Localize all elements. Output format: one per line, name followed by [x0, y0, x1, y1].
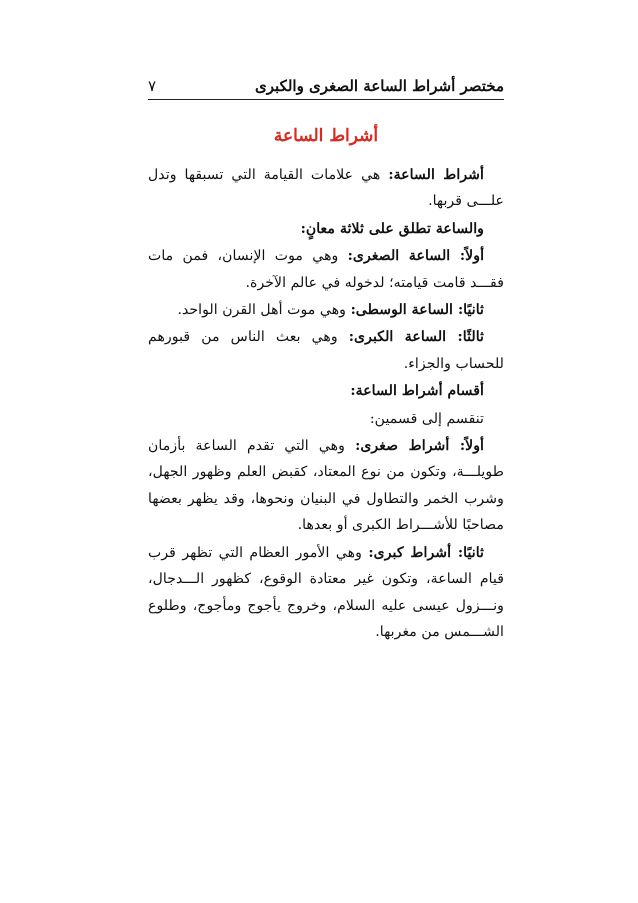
running-title: مختصر أشراط الساعة الصغرى والكبرى — [255, 77, 504, 95]
definition-paragraph — [148, 162, 504, 215]
definition-term: أشراط الساعة: — [388, 167, 484, 183]
chapter-title: أشراط الساعة — [273, 126, 379, 146]
first-meaning-text: وهي موت الإنسان، فمن مات فقـــد قامت قيامته؛ لدخوله في عالم الآخرة. — [148, 248, 504, 291]
minor-signs-term: أولاً: أشراط صغرى: — [355, 438, 485, 455]
second-meaning-text: وهي موت أهل القرن الواحد. — [177, 302, 351, 319]
third-meaning-text: وهي بعث الناس من قبورهم للحساب والجزاء. — [148, 329, 504, 372]
header-rule — [148, 99, 504, 100]
second-meaning-term: ثانيًا: الساعة الوسطى: — [350, 302, 484, 319]
first-meaning-paragraph — [148, 243, 504, 296]
major-signs-text: وهي الأمور العظام التي تظهر قرب قيام الساعة، وتكون غير معتادة الوقوع، كظهور الـــدجال، ونـــزول عيسى عليه السلام، وخروج يأجوج ومأجوج، وطلوع الشـــمس من مغربها. — [148, 544, 504, 640]
divisions-heading: أقسام أشراط الساعة: — [350, 383, 484, 400]
third-meaning-term: ثالثًا: الساعة الكبرى: — [348, 329, 484, 346]
minor-signs-text: وهي التي تقدم الساعة بأزمان طويلـــة، وتكون من نوع المعتاد، كقبض العلم وظهور الجهل، وشرب الخمر والتطاول في البنيان ونحوها، وقد يظهر بعضها مصاحبًا للأشـــراط الكبرى أو بعدها. — [148, 438, 504, 534]
third-meaning-paragraph — [148, 324, 504, 377]
second-meaning-paragraph — [148, 297, 504, 323]
definition-text: هي علامات القيامة التي تسبقها وتدل علـــى قربها. — [148, 167, 504, 210]
meanings-heading: والساعة تطلق على ثلاثة معانٍ: — [300, 220, 484, 237]
body-text — [148, 162, 504, 646]
page-number: ٧ — [148, 77, 157, 95]
minor-signs-paragraph — [148, 433, 504, 539]
divisions-intro: تنقسم إلى قسمين: — [369, 410, 484, 427]
major-signs-paragraph — [148, 540, 504, 646]
major-signs-term: ثانيًا: أشراط كبرى: — [368, 544, 484, 561]
first-meaning-term: أولاً: الساعة الصغرى: — [347, 248, 485, 265]
page-header — [148, 76, 504, 100]
